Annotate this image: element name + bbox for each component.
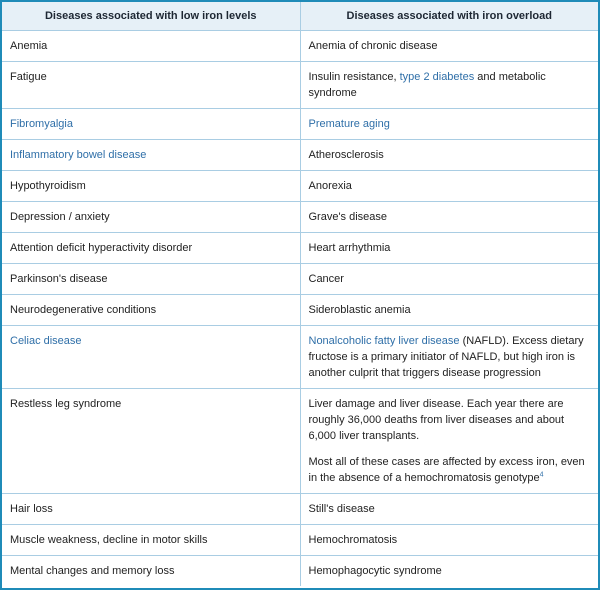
nafld-link[interactable]: Nonalcoholic fatty liver disease (308, 335, 460, 347)
low-iron-cell: Hypothyroidism (2, 171, 300, 202)
premature-aging-link[interactable]: Premature aging (308, 118, 390, 130)
table-row (2, 494, 598, 525)
low-iron-cell: Restless leg syndrome (2, 389, 300, 494)
low-iron-cell: Mental changes and memory loss (2, 556, 300, 587)
type-2-diabetes-link[interactable]: type 2 diabetes (399, 71, 475, 83)
overload-cell: Hemophagocytic syndrome (300, 556, 598, 587)
table-row (2, 525, 598, 556)
overload-cell: Hemochromatosis (300, 525, 598, 556)
overload-text: Insulin resistance, (308, 71, 400, 83)
overload-cell (300, 62, 598, 109)
table-row (2, 389, 598, 494)
table-header-row (2, 2, 598, 31)
table-row (2, 264, 598, 295)
overload-cell: Cancer (300, 264, 598, 295)
low-iron-cell: Parkinson's disease (2, 264, 300, 295)
footnote-reference-link[interactable]: 4 (539, 471, 544, 479)
table-row (2, 295, 598, 326)
low-iron-cell: Fatigue (2, 62, 300, 109)
overload-cell: Heart arrhythmia (300, 233, 598, 264)
table-row (2, 109, 598, 140)
table-row (2, 326, 598, 389)
overload-cell: Anemia of chronic disease (300, 31, 598, 62)
overload-text: and metabolic syndrome (308, 71, 546, 99)
fibromyalgia-link[interactable]: Fibromyalgia (10, 118, 73, 130)
celiac-disease-link[interactable]: Celiac disease (10, 335, 82, 347)
table-row (2, 62, 598, 109)
overload-cell: Anorexia (300, 171, 598, 202)
overload-text: (NAFLD). Excess dietary fructose is a primary initiator of NAFLD, but high iron is another culprit that triggers disease progression (308, 335, 584, 379)
low-iron-cell (2, 326, 300, 389)
inflammatory-bowel-disease-link[interactable]: Inflammatory bowel disease (10, 149, 147, 161)
low-iron-cell (2, 140, 300, 171)
table-row (2, 31, 598, 62)
low-iron-cell: Neurodegenerative conditions (2, 295, 300, 326)
header-iron-overload: Diseases associated with iron overload (300, 2, 598, 31)
overload-cell: Still's disease (300, 494, 598, 525)
table-row (2, 202, 598, 233)
overload-cell (300, 326, 598, 389)
header-low-iron: Diseases associated with low iron levels (2, 2, 300, 31)
low-iron-cell: Anemia (2, 31, 300, 62)
overload-paragraph (309, 454, 591, 486)
overload-cell: Atherosclerosis (300, 140, 598, 171)
overload-cell (300, 389, 598, 494)
table-row (2, 171, 598, 202)
overload-text: Most all of these cases are affected by excess iron, even in the absence of a hemochromatosis genotype (308, 456, 585, 484)
table-row (2, 140, 598, 171)
table-row (2, 556, 598, 587)
low-iron-cell: Muscle weakness, decline in motor skills (2, 525, 300, 556)
low-iron-cell (2, 109, 300, 140)
low-iron-cell: Hair loss (2, 494, 300, 525)
iron-diseases-table (2, 2, 598, 586)
overload-paragraph: Liver damage and liver disease. Each year there are roughly 36,000 deaths from liver diseases and about 6,000 liver transplants. (308, 398, 565, 442)
low-iron-cell: Depression / anxiety (2, 202, 300, 233)
overload-cell: Sideroblastic anemia (300, 295, 598, 326)
table-row (2, 233, 598, 264)
overload-cell: Grave's disease (300, 202, 598, 233)
low-iron-cell: Attention deficit hyperactivity disorder (2, 233, 300, 264)
overload-cell (300, 109, 598, 140)
